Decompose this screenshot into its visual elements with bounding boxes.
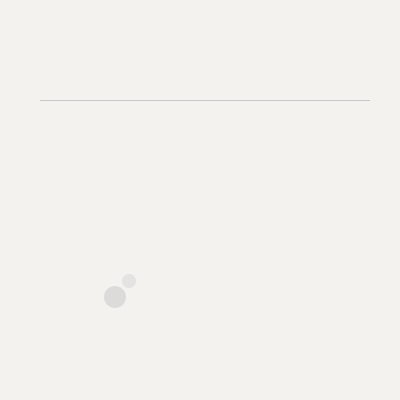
watermark-stamp [104,286,126,308]
watermark-stamp-small [122,274,136,288]
divider [40,100,370,101]
